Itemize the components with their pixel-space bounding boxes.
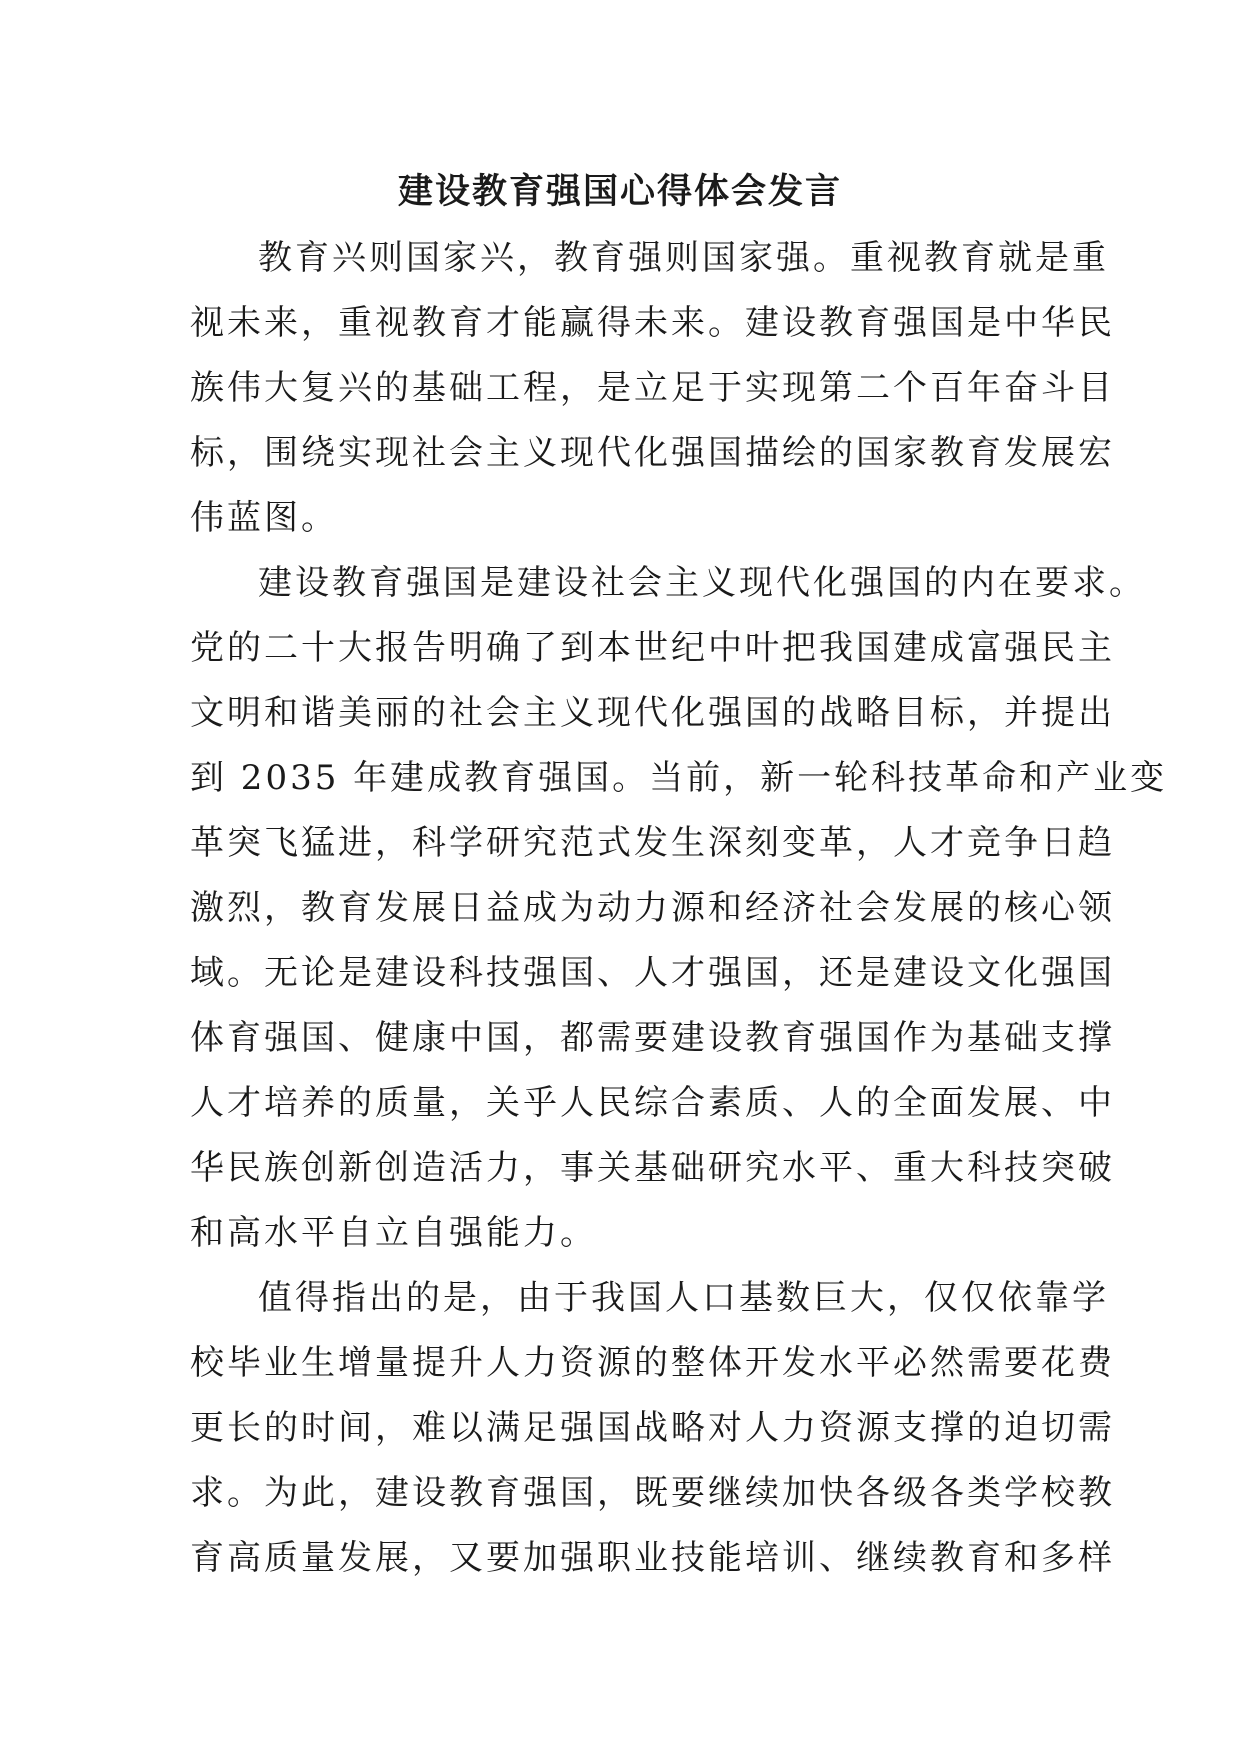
paragraph-1-line-2: 视未来，重视教育才能赢得未来。建设教育强国是中华民 bbox=[190, 303, 1115, 343]
paragraph-3-line-3: 更长的时间，难以满足强国战略对人力资源支撑的迫切需 bbox=[190, 1408, 1115, 1448]
paragraph-3-line-2: 校毕业生增量提升人力资源的整体开发水平必然需要花费 bbox=[190, 1343, 1115, 1383]
paragraph-2-line-11: 和高水平自立自强能力。 bbox=[190, 1213, 597, 1253]
paragraph-2-line-6: 激烈，教育发展日益成为动力源和经济社会发展的核心领 bbox=[190, 888, 1115, 928]
paragraph-2-line-4: 到 2035 年建成教育强国。当前，新一轮科技革命和产业变 bbox=[190, 758, 1168, 798]
paragraph-1-line-4: 标，围绕实现社会主义现代化强国描绘的国家教育发展宏 bbox=[190, 433, 1115, 473]
paragraph-1-line-3: 族伟大复兴的基础工程，是立足于实现第二个百年奋斗目 bbox=[190, 368, 1115, 408]
paragraph-2-line-7: 域。无论是建设科技强国、人才强国，还是建设文化强国 bbox=[190, 953, 1115, 993]
paragraph-1-line-1: 教育兴则国家兴，教育强则国家强。重视教育就是重 bbox=[258, 238, 1109, 278]
paragraph-2-line-10: 华民族创新创造活力，事关基础研究水平、重大科技突破 bbox=[190, 1148, 1115, 1188]
paragraph-3-line-5: 育高质量发展，又要加强职业技能培训、继续教育和多样 bbox=[190, 1538, 1115, 1578]
paragraph-1-line-5: 伟蓝图。 bbox=[190, 498, 338, 538]
paragraph-2-line-8: 体育强国、健康中国，都需要建设教育强国作为基础支撑 bbox=[190, 1018, 1115, 1058]
paragraph-2-line-3: 文明和谐美丽的社会主义现代化强国的战略目标，并提出 bbox=[190, 693, 1115, 733]
paragraph-2-line-2: 党的二十大报告明确了到本世纪中叶把我国建成富强民主 bbox=[190, 628, 1115, 668]
paragraph-2-line-1: 建设教育强国是建设社会主义现代化强国的内在要求。 bbox=[258, 563, 1146, 603]
paragraph-3-line-1: 值得指出的是，由于我国人口基数巨大，仅仅依靠学 bbox=[258, 1278, 1109, 1318]
paragraph-2-line-9: 人才培养的质量，关乎人民综合素质、人的全面发展、中 bbox=[190, 1083, 1115, 1123]
paragraph-2-line-5: 革突飞猛进，科学研究范式发生深刻变革，人才竞争日趋 bbox=[190, 823, 1115, 863]
document-title: 建设教育强国心得体会发言 bbox=[397, 171, 842, 212]
paragraph-3-line-4: 求。为此，建设教育强国，既要继续加快各级各类学校教 bbox=[190, 1473, 1115, 1513]
